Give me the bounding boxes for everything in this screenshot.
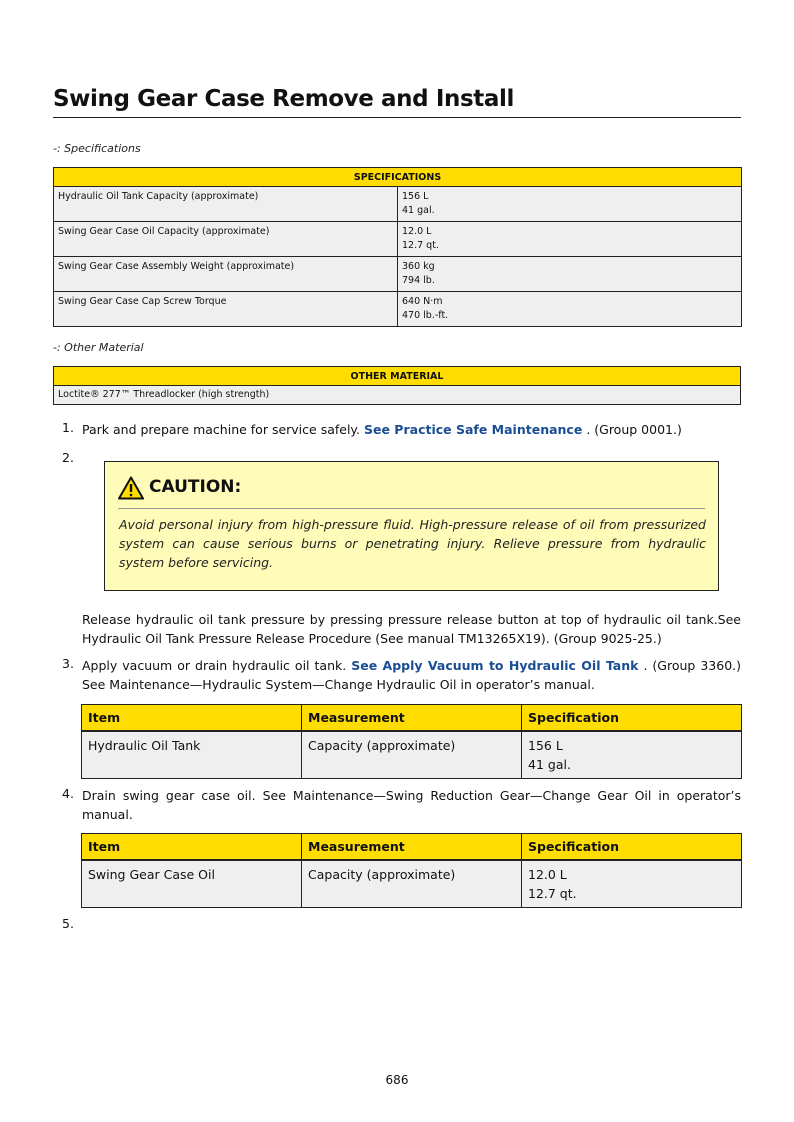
spec-value-us: 794 lb.: [402, 275, 435, 286]
spec-value-us: 470 lb.-ft.: [402, 310, 449, 321]
table-row: [54, 257, 742, 292]
table-cell-item: Hydraulic Oil Tank: [82, 731, 302, 779]
table-cell-measurement: Capacity (approximate): [302, 731, 522, 779]
caution-box: [104, 461, 719, 591]
spec-item: Swing Gear Case Oil Capacity (approximate): [54, 222, 398, 257]
column-header-item: Item: [82, 834, 302, 861]
spec-line-1: 156 L: [528, 738, 563, 753]
spec-item: Swing Gear Case Assembly Weight (approximate): [54, 257, 398, 292]
spec-value-metric: 12.0 L: [402, 226, 432, 237]
page-number: 686: [385, 1073, 409, 1087]
step-3-text: [82, 656, 741, 694]
specifications-table-header: SPECIFICATIONS: [54, 168, 742, 187]
step-1-text: [82, 420, 741, 439]
step-number: 3.: [62, 656, 74, 671]
step-number: 4.: [62, 786, 74, 801]
spec-value-us: 41 gal.: [402, 205, 435, 216]
step-text: Apply vacuum or drain hydraulic oil tank.: [82, 658, 347, 673]
spec-value: [398, 187, 742, 222]
spec-value-metric: 360 kg: [402, 261, 435, 272]
step-2-text: Release hydraulic oil tank pressure by pressing pressure release button at top of hydraulic oil tank.See Hydraulic Oil Tank Pressure Release Procedure (See manual TM13265X19). (Group 9025-25.): [82, 612, 741, 646]
step-text: . (Group 0001.): [586, 422, 682, 437]
caution-text: Avoid personal injury from high-pressure fluid. High-pressure release of oil from pressurized system can cause serious burns or penetrating injury. Relieve pressure from hydraulic system before servicing.: [119, 517, 706, 570]
column-header-specification: Specification: [522, 705, 742, 732]
spec-value: [398, 222, 742, 257]
table-cell-measurement: Capacity (approximate): [302, 860, 522, 908]
warning-triangle-icon: [118, 476, 144, 504]
table-cell-specification: [522, 731, 742, 779]
table-row: [54, 386, 741, 405]
hydraulic-oil-tank-table: [81, 704, 742, 779]
table-row: [82, 860, 742, 908]
spec-item: Swing Gear Case Cap Screw Torque: [54, 292, 398, 327]
table-row: [54, 187, 742, 222]
spec-value: [398, 257, 742, 292]
other-material-label: -: Other Material: [53, 341, 144, 354]
table-row: [54, 292, 742, 327]
caution-title: CAUTION:: [149, 477, 242, 497]
spec-value-us: 12.7 qt.: [402, 240, 439, 251]
spec-line-2: 12.7 qt.: [528, 886, 577, 901]
step-4-text: Drain swing gear case oil. See Maintenance—Swing Reduction Gear—Change Gear Oil in operator’s manual.: [82, 788, 741, 822]
column-header-item: Item: [82, 705, 302, 732]
material-item: Loctite® 277™ Threadlocker (high strength): [54, 386, 741, 405]
step-text: . (Group 3360.) See Maintenance—Hydraulic System—Change Hydraulic Oil in operator’s manual.: [82, 658, 741, 692]
column-header-measurement: Measurement: [302, 705, 522, 732]
table-row: [54, 222, 742, 257]
other-material-table: [53, 366, 741, 405]
caution-header: [118, 476, 705, 509]
column-header-specification: Specification: [522, 834, 742, 861]
step-number: 1.: [62, 420, 74, 435]
apply-vacuum-link[interactable]: See Apply Vacuum to Hydraulic Oil Tank: [351, 658, 639, 673]
practice-safe-maintenance-link[interactable]: See Practice Safe Maintenance: [364, 422, 583, 437]
other-material-table-header: OTHER MATERIAL: [54, 367, 741, 386]
step-number: 2.: [62, 450, 74, 465]
specifications-label: -: Specifications: [53, 142, 141, 155]
step-number: 5.: [62, 916, 74, 931]
spec-value: [398, 292, 742, 327]
spec-line-1: 12.0 L: [528, 867, 567, 882]
page-title: Swing Gear Case Remove and Install: [53, 86, 741, 118]
table-cell-item: Swing Gear Case Oil: [82, 860, 302, 908]
column-header-measurement: Measurement: [302, 834, 522, 861]
swing-gear-case-oil-table: [81, 833, 742, 908]
spec-item: Hydraulic Oil Tank Capacity (approximate): [54, 187, 398, 222]
spec-line-2: 41 gal.: [528, 757, 571, 772]
spec-value-metric: 156 L: [402, 191, 429, 202]
specifications-table: [53, 167, 742, 327]
spec-value-metric: 640 N·m: [402, 296, 443, 307]
step-text: Park and prepare machine for service safely.: [82, 422, 361, 437]
table-cell-specification: [522, 860, 742, 908]
table-row: [82, 731, 742, 779]
